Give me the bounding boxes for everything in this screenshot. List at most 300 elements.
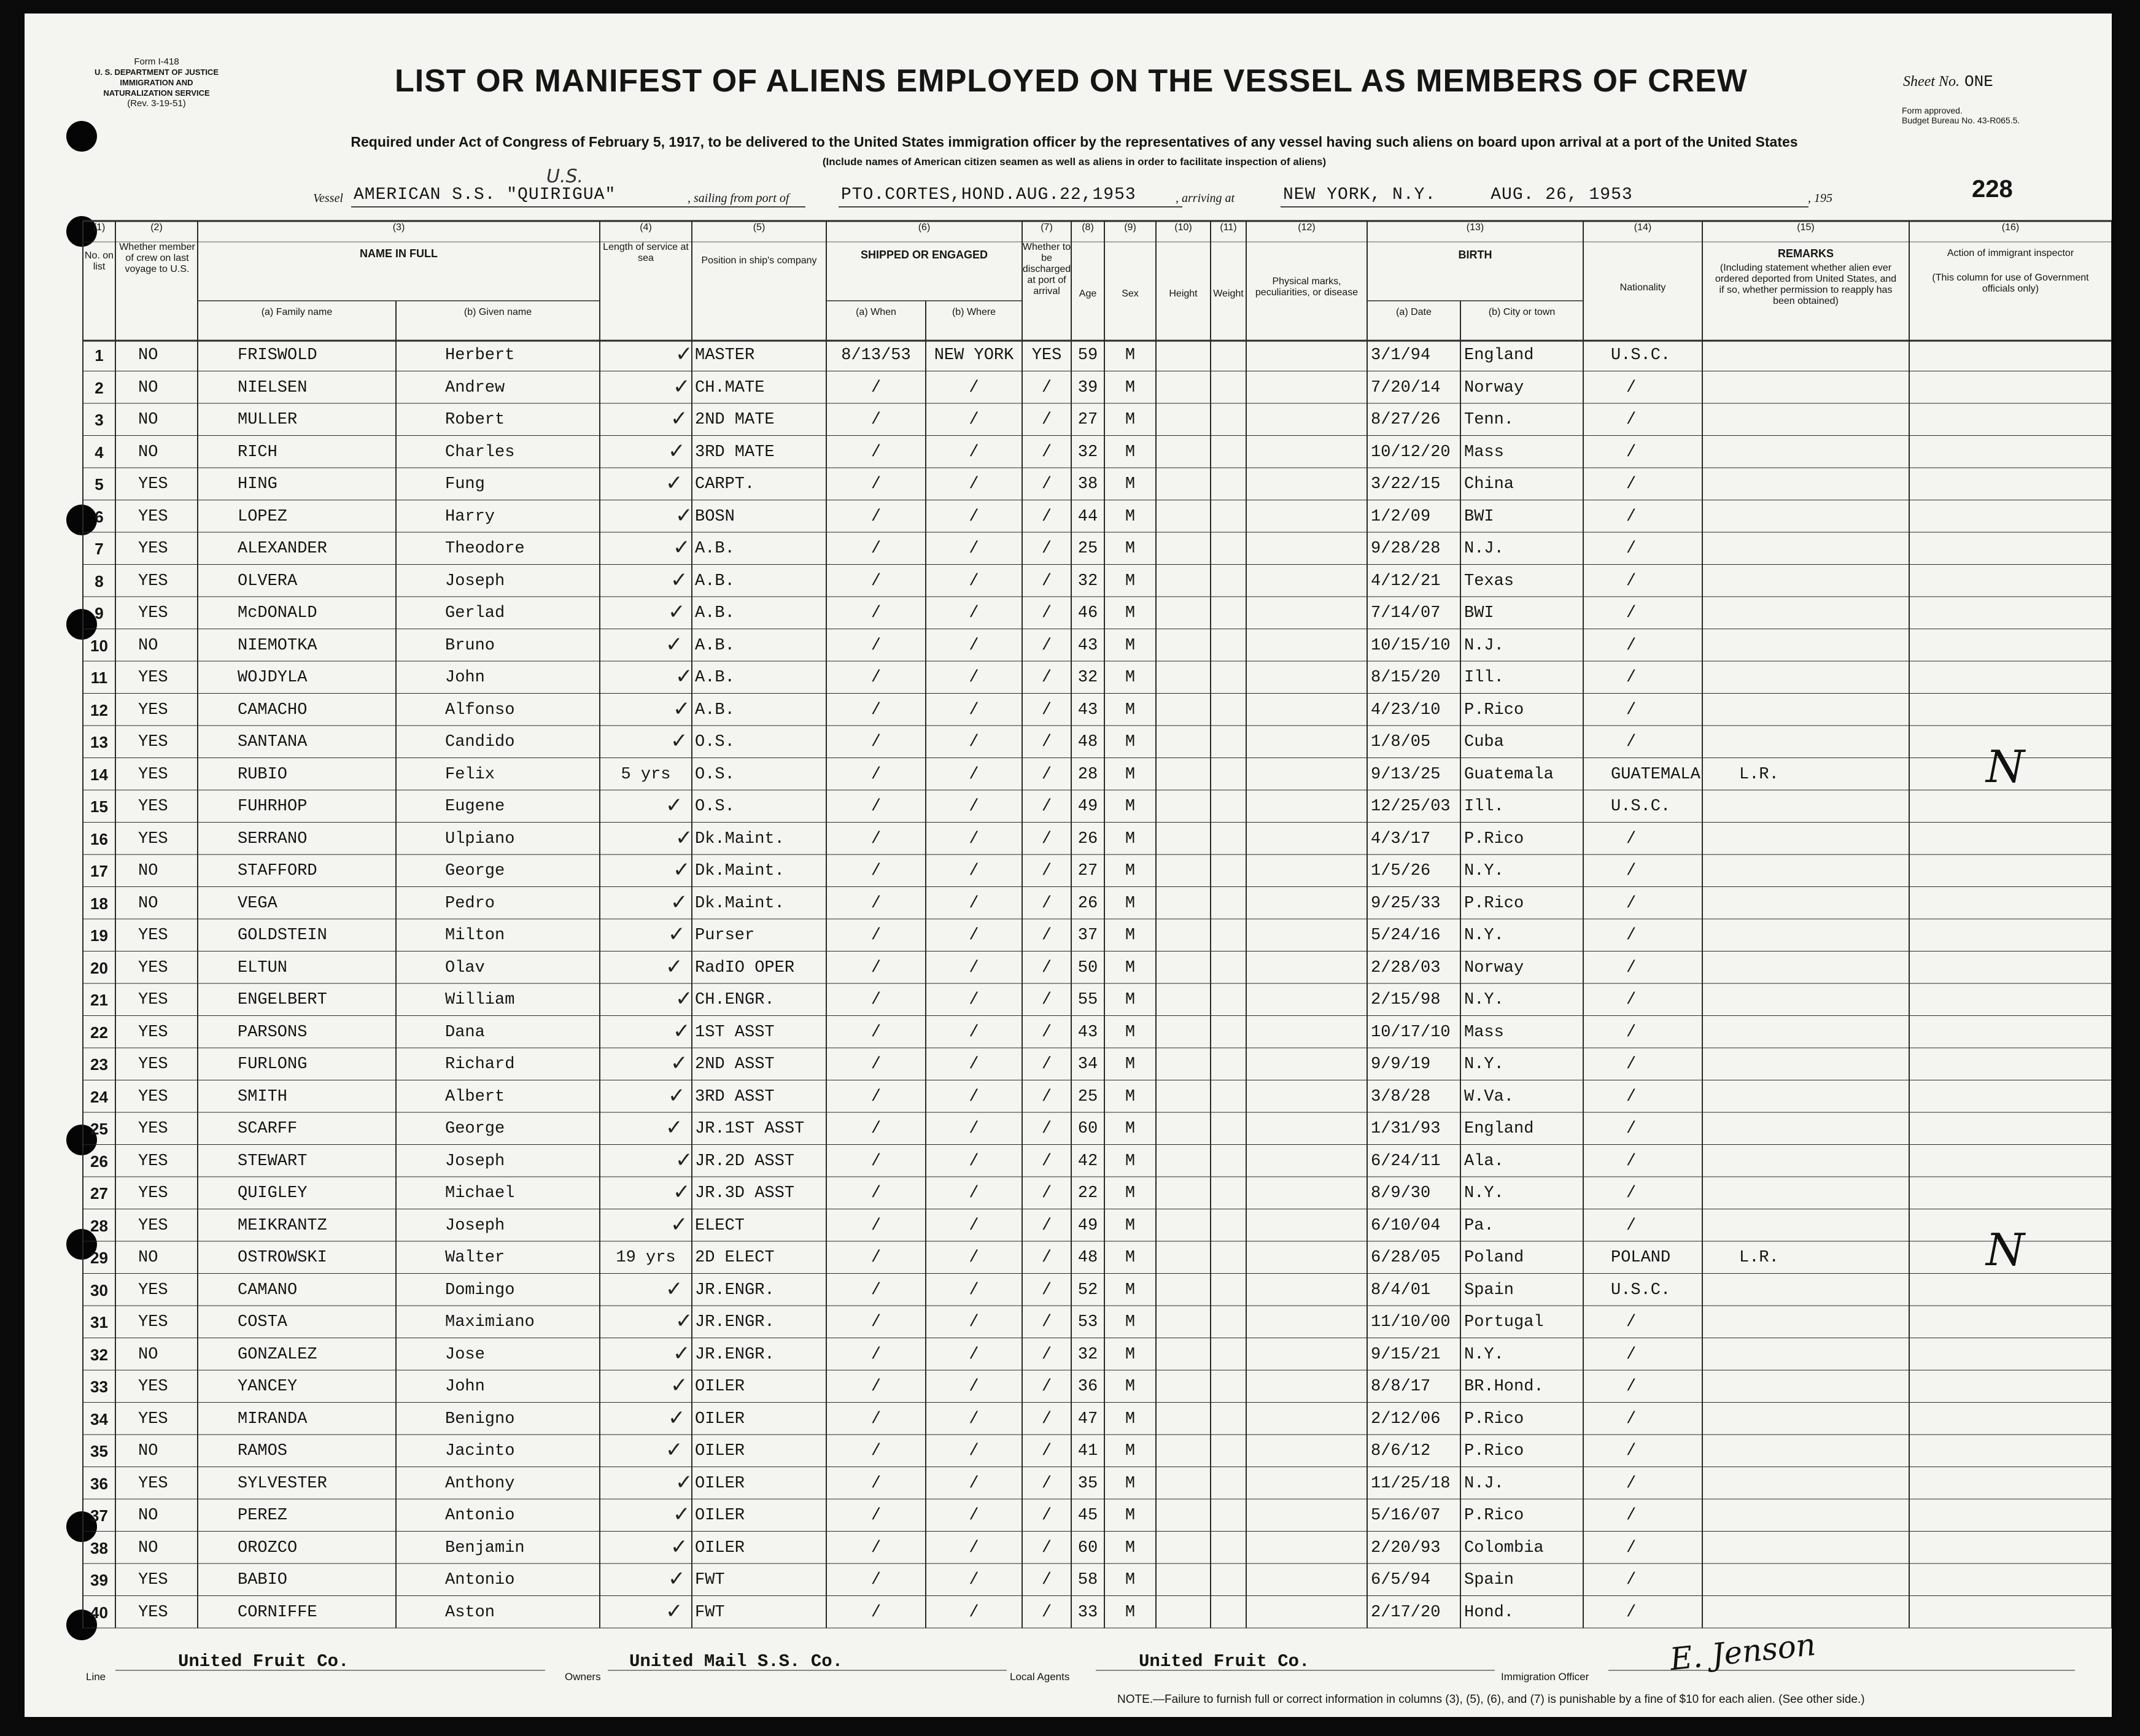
discharged-cell: / xyxy=(1041,475,1052,494)
column-number: (16) xyxy=(2001,222,2020,233)
family-name-cell: BABIO xyxy=(238,1571,288,1589)
shipped-where-cell: / xyxy=(969,378,979,397)
check-mark-icon: ✓ xyxy=(665,471,683,495)
sex-cell: M xyxy=(1125,1603,1136,1622)
given-name-cell: Joseph xyxy=(445,1152,505,1171)
position-cell: A.B. xyxy=(695,540,735,558)
age-cell: 32 xyxy=(1077,443,1098,462)
position-cell: JR.3D ASST xyxy=(695,1184,795,1203)
nationality-cell: / xyxy=(1626,604,1637,622)
family-name-cell: STEWART xyxy=(238,1152,308,1171)
given-name-cell: Olav xyxy=(445,958,485,977)
given-name-cell: Eugene xyxy=(445,797,505,816)
last-voyage-cell: YES xyxy=(138,604,168,622)
sex-cell: M xyxy=(1125,1345,1136,1364)
shipped-where-cell: NEW YORK xyxy=(934,346,1014,365)
nationality-cell: U.S.C. xyxy=(1611,797,1671,816)
birth-date-cell: 2/15/98 xyxy=(1371,991,1441,1009)
position-cell: A.B. xyxy=(695,604,735,622)
check-mark-icon: ✓ xyxy=(665,793,683,818)
nationality-cell: / xyxy=(1626,1378,1637,1396)
last-voyage-cell: YES xyxy=(138,572,168,591)
check-mark-icon: ✓ xyxy=(668,438,686,463)
shipped-when-cell: / xyxy=(870,1055,882,1074)
row-number: 15 xyxy=(90,797,108,816)
discharged-cell: / xyxy=(1041,572,1052,591)
sex-cell: M xyxy=(1125,1216,1136,1235)
check-mark-icon: ✓ xyxy=(673,696,691,721)
position-cell: CH.MATE xyxy=(695,378,765,397)
family-name-cell: FURLONG xyxy=(238,1055,308,1074)
given-name-cell: Joseph xyxy=(445,572,505,591)
discharged-cell: / xyxy=(1041,733,1052,751)
given-name-cell: Antonio xyxy=(445,1571,515,1589)
shipped-when-cell: / xyxy=(870,1409,882,1428)
shipped-where-cell: / xyxy=(969,1152,979,1171)
shipped-when-cell: / xyxy=(870,862,882,880)
given-name-cell: Felix xyxy=(445,765,495,784)
last-voyage-cell: NO xyxy=(138,346,158,365)
position-cell: O.S. xyxy=(695,765,735,784)
family-name-cell: QUIGLEY xyxy=(238,1184,308,1203)
row-number: 31 xyxy=(90,1313,108,1331)
birth-place-cell: P.Rico xyxy=(1464,1409,1524,1428)
last-voyage-cell: NO xyxy=(138,862,158,880)
age-cell: 55 xyxy=(1077,991,1098,1009)
birth-place-cell: Texas xyxy=(1464,572,1514,591)
last-voyage-cell: YES xyxy=(138,540,168,558)
line-value: United Fruit Co. xyxy=(178,1651,349,1672)
sex-cell: M xyxy=(1125,1281,1136,1300)
shipped-where-cell: / xyxy=(969,797,979,816)
row-number: 39 xyxy=(90,1571,108,1589)
sex-cell: M xyxy=(1125,1506,1136,1525)
discharged-cell: / xyxy=(1041,507,1052,526)
shipped-where-cell: / xyxy=(969,1055,979,1074)
sex-cell: M xyxy=(1125,1120,1136,1138)
position-cell: Dk.Maint. xyxy=(695,894,785,913)
birth-date-cell: 4/3/17 xyxy=(1371,829,1431,848)
column-number: (6) xyxy=(918,222,931,233)
family-name-cell: CAMANO xyxy=(238,1281,298,1300)
nationality-cell: / xyxy=(1626,475,1637,494)
family-name-cell: CORNIFFE xyxy=(238,1603,317,1622)
last-voyage-cell: YES xyxy=(138,1087,168,1106)
age-cell: 43 xyxy=(1077,700,1098,719)
nationality-cell: / xyxy=(1626,1087,1637,1106)
given-name-cell: Ulpiano xyxy=(445,829,515,848)
approval-line: Form approved. xyxy=(1902,106,1963,115)
family-name-cell: OSTROWSKI xyxy=(238,1249,327,1267)
birth-place-cell: Mass xyxy=(1464,443,1504,462)
birth-date-cell: 6/5/94 xyxy=(1371,1571,1431,1589)
discharged-cell: / xyxy=(1041,411,1052,429)
header-no-on-list: No. on list xyxy=(84,250,114,272)
page-number: 228 xyxy=(1972,176,2013,203)
nationality-cell: / xyxy=(1626,1184,1637,1203)
last-voyage-cell: YES xyxy=(138,700,168,719)
age-cell: 26 xyxy=(1077,829,1098,848)
birth-place-cell: BWI xyxy=(1464,507,1494,526)
discharged-cell: / xyxy=(1041,894,1052,913)
position-cell: Dk.Maint. xyxy=(695,862,785,880)
discharged-cell: / xyxy=(1041,1055,1052,1074)
shipped-when-cell: / xyxy=(870,894,882,913)
last-voyage-cell: YES xyxy=(138,1409,168,1428)
sailing-port: PTO.CORTES,HOND.AUG.22,1953 xyxy=(841,185,1136,204)
given-name-cell: Dana xyxy=(445,1023,485,1042)
birth-date-cell: 8/9/30 xyxy=(1371,1184,1431,1203)
header-shipped-engaged: SHIPPED OR ENGAGED xyxy=(860,249,988,261)
column-number: (7) xyxy=(1041,222,1053,233)
row-number: 40 xyxy=(90,1603,108,1622)
birth-date-cell: 9/9/19 xyxy=(1371,1055,1431,1074)
header-name-in-full: NAME IN FULL xyxy=(360,247,438,260)
birth-place-cell: BWI xyxy=(1464,604,1494,622)
shipped-when-cell: / xyxy=(870,958,882,977)
last-voyage-cell: NO xyxy=(138,1442,158,1460)
shipped-when-cell: / xyxy=(870,1538,882,1557)
given-name-cell: Michael xyxy=(445,1184,515,1203)
shipped-when-cell: / xyxy=(870,1474,882,1493)
row-number: 27 xyxy=(90,1184,108,1203)
discharged-cell: / xyxy=(1041,1313,1052,1331)
check-mark-icon: ✓ xyxy=(673,858,691,882)
column-number: (1) xyxy=(93,222,106,233)
check-mark-icon: ✓ xyxy=(673,1180,691,1204)
header-height: Height xyxy=(1169,289,1198,299)
header-remarks: REMARKS xyxy=(1777,247,1834,260)
nationality-cell: / xyxy=(1626,926,1637,945)
family-name-cell: MULLER xyxy=(238,411,298,429)
family-name-cell: MEIKRANTZ xyxy=(238,1216,327,1235)
birth-place-cell: Poland xyxy=(1464,1249,1524,1267)
check-mark-icon: ✓ xyxy=(670,406,688,431)
given-name-cell: George xyxy=(445,1120,505,1138)
given-name-cell: Milton xyxy=(445,926,505,945)
family-name-cell: GONZALEZ xyxy=(238,1345,317,1364)
position-cell: 1ST ASST xyxy=(695,1023,775,1042)
age-cell: 48 xyxy=(1077,1249,1098,1267)
last-voyage-cell: YES xyxy=(138,1378,168,1396)
given-name-cell: Maximiano xyxy=(445,1313,535,1331)
birth-place-cell: Norway xyxy=(1464,378,1524,397)
header-position: Position in ship's company xyxy=(701,255,817,266)
age-cell: 49 xyxy=(1077,1216,1098,1235)
row-number: 25 xyxy=(90,1120,108,1138)
check-mark-icon: ✓ xyxy=(675,503,693,528)
header-age: Age xyxy=(1079,289,1097,299)
header-birth-date: (a) Date xyxy=(1396,307,1432,317)
last-voyage-cell: YES xyxy=(138,991,168,1009)
sex-cell: M xyxy=(1125,346,1136,365)
header-weight: Weight xyxy=(1213,289,1244,299)
birth-date-cell: 1/31/93 xyxy=(1371,1120,1441,1138)
sex-cell: M xyxy=(1125,1474,1136,1493)
age-cell: 34 xyxy=(1077,1055,1098,1074)
birth-date-cell: 3/22/15 xyxy=(1371,475,1441,494)
nationality-cell: / xyxy=(1626,1538,1637,1557)
last-voyage-cell: NO xyxy=(138,378,158,397)
family-name-cell: PEREZ xyxy=(238,1506,288,1525)
sex-cell: M xyxy=(1125,1249,1136,1267)
sheet-number xyxy=(1903,72,1993,91)
age-cell: 53 xyxy=(1077,1313,1098,1331)
nationality-cell: GUATEMALA xyxy=(1611,765,1700,784)
nationality-cell: / xyxy=(1626,1442,1637,1460)
nationality-cell: / xyxy=(1626,572,1637,591)
agents-label: Local Agents xyxy=(1010,1671,1070,1683)
birth-place-cell: P.Rico xyxy=(1464,829,1524,848)
arriving-port: NEW YORK, N.Y. AUG. 26, 1953 xyxy=(1283,185,1633,204)
given-name-cell: Walter xyxy=(445,1249,505,1267)
include-statement: (Include names of American citizen seamen as well as aliens in order to facilitate inspection of aliens) xyxy=(822,156,1327,168)
birth-date-cell: 4/23/10 xyxy=(1371,700,1441,719)
family-name-cell: ENGELBERT xyxy=(238,991,327,1009)
birth-date-cell: 10/17/10 xyxy=(1371,1023,1451,1042)
discharged-cell: / xyxy=(1041,1538,1052,1557)
age-cell: 25 xyxy=(1077,540,1098,558)
owners-underline xyxy=(608,1670,1007,1671)
sex-cell: M xyxy=(1125,443,1136,462)
age-cell: 35 xyxy=(1077,1474,1098,1493)
shipped-when-cell: / xyxy=(870,765,882,784)
sex-cell: M xyxy=(1125,862,1136,880)
birth-place-cell: England xyxy=(1464,346,1534,365)
row-number: 10 xyxy=(90,636,108,655)
last-voyage-cell: NO xyxy=(138,894,158,913)
vessel-name: AMERICAN S.S. "QUIRIGUA" xyxy=(354,185,616,204)
row-number: 9 xyxy=(95,604,104,622)
age-cell: 44 xyxy=(1077,507,1098,526)
form-number: Form I-418 xyxy=(134,56,179,67)
discharged-cell: / xyxy=(1041,1378,1052,1396)
nationality-cell: POLAND xyxy=(1611,1249,1671,1267)
birth-date-cell: 2/28/03 xyxy=(1371,958,1441,977)
family-name-cell: LOPEZ xyxy=(238,507,288,526)
header-physical-marks: Physical marks, peculiarities, or disease xyxy=(1255,276,1359,298)
discharged-cell: / xyxy=(1041,1184,1052,1203)
shipped-where-cell: / xyxy=(969,733,979,751)
given-name-cell: Bruno xyxy=(445,636,495,655)
nationality-cell: / xyxy=(1626,1023,1637,1042)
discharged-cell: / xyxy=(1041,926,1052,945)
sex-cell: M xyxy=(1125,604,1136,622)
birth-place-cell: P.Rico xyxy=(1464,1442,1524,1460)
given-name-cell: Richard xyxy=(445,1055,515,1074)
last-voyage-cell: NO xyxy=(138,443,158,462)
shipped-where-cell: / xyxy=(969,507,979,526)
position-cell: JR.2D ASST xyxy=(695,1152,795,1171)
age-cell: 59 xyxy=(1077,346,1098,365)
last-voyage-cell: YES xyxy=(138,1281,168,1300)
shipped-where-cell: / xyxy=(969,1345,979,1364)
age-cell: 39 xyxy=(1077,378,1098,397)
given-name-cell: Antonio xyxy=(445,1506,515,1525)
sex-cell: M xyxy=(1125,991,1136,1009)
shipped-when-cell: / xyxy=(870,1120,882,1138)
shipped-when-cell: / xyxy=(870,1216,882,1235)
birth-date-cell: 8/8/17 xyxy=(1371,1378,1431,1396)
discharged-cell: / xyxy=(1041,1152,1052,1171)
discharged-cell: / xyxy=(1041,797,1052,816)
birth-date-cell: 5/24/16 xyxy=(1371,926,1441,945)
birth-date-cell: 8/6/12 xyxy=(1371,1442,1431,1460)
sex-cell: M xyxy=(1125,829,1136,848)
position-cell: OILER xyxy=(695,1474,745,1493)
shipped-where-cell: / xyxy=(969,668,979,687)
position-cell: A.B. xyxy=(695,700,735,719)
shipped-when-cell: / xyxy=(870,1603,882,1622)
family-name-cell: VEGA xyxy=(238,894,277,913)
discharged-cell: / xyxy=(1041,700,1052,719)
position-cell: OILER xyxy=(695,1442,745,1460)
shipped-where-cell: / xyxy=(969,1184,979,1203)
nationality-cell: / xyxy=(1626,1571,1637,1589)
last-voyage-cell: NO xyxy=(138,1249,158,1267)
row-number: 35 xyxy=(90,1442,108,1460)
birth-place-cell: Spain xyxy=(1464,1571,1514,1589)
discharged-cell: / xyxy=(1041,862,1052,880)
last-voyage-cell: YES xyxy=(138,475,168,494)
shipped-when-cell: / xyxy=(870,636,882,655)
check-mark-icon: ✓ xyxy=(670,1534,688,1559)
last-voyage-cell: YES xyxy=(138,507,168,526)
birth-place-cell: N.Y. xyxy=(1464,1184,1504,1203)
birth-place-cell: N.Y. xyxy=(1464,1345,1504,1364)
discharged-cell: / xyxy=(1041,1345,1052,1364)
position-cell: Dk.Maint. xyxy=(695,829,785,848)
given-name-cell: Andrew xyxy=(445,378,505,397)
family-name-cell: CAMACHO xyxy=(238,700,308,719)
birth-place-cell: P.Rico xyxy=(1464,700,1524,719)
row-number: 11 xyxy=(90,668,108,687)
shipped-where-cell: / xyxy=(969,443,979,462)
check-mark-icon: ✓ xyxy=(675,1309,693,1333)
column-number: (15) xyxy=(1797,222,1815,233)
position-cell: OILER xyxy=(695,1538,745,1557)
check-mark-icon: ✓ xyxy=(675,664,693,689)
form-number-block xyxy=(86,56,227,109)
birth-place-cell: W.Va. xyxy=(1464,1087,1514,1106)
shipped-where-cell: / xyxy=(969,540,979,558)
birth-date-cell: 3/1/94 xyxy=(1371,346,1431,365)
age-cell: 22 xyxy=(1077,1184,1098,1203)
given-name-cell: Anthony xyxy=(445,1474,515,1493)
age-cell: 36 xyxy=(1077,1378,1098,1396)
shipped-when-cell: 8/13/53 xyxy=(841,346,911,365)
sex-cell: M xyxy=(1125,733,1136,751)
age-cell: 52 xyxy=(1077,1281,1098,1300)
position-cell: CH.ENGR. xyxy=(695,991,775,1009)
discharged-cell: / xyxy=(1041,443,1052,462)
last-voyage-cell: YES xyxy=(138,668,168,687)
age-cell: 58 xyxy=(1077,1571,1098,1589)
shipped-where-cell: / xyxy=(969,1603,979,1622)
row-number: 21 xyxy=(90,991,108,1009)
family-name-cell: MIRANDA xyxy=(238,1409,308,1428)
given-name-cell: Jacinto xyxy=(445,1442,515,1460)
discharged-cell: / xyxy=(1041,1281,1052,1300)
position-cell: MASTER xyxy=(695,346,755,365)
owners-label: Owners xyxy=(565,1671,601,1683)
discharged-cell: / xyxy=(1041,991,1052,1009)
birth-date-cell: 3/8/28 xyxy=(1371,1087,1431,1106)
family-name-cell: GOLDSTEIN xyxy=(238,926,327,945)
birth-place-cell: N.J. xyxy=(1464,1474,1504,1493)
birth-date-cell: 8/4/01 xyxy=(1371,1281,1431,1300)
given-name-cell: Harry xyxy=(445,507,495,526)
shipped-where-cell: / xyxy=(969,1120,979,1138)
birth-place-cell: Ill. xyxy=(1464,668,1504,687)
family-name-cell: RAMOS xyxy=(238,1442,288,1460)
age-cell: 32 xyxy=(1077,668,1098,687)
sex-cell: M xyxy=(1125,572,1136,591)
birth-place-cell: Tenn. xyxy=(1464,411,1514,429)
vessel-underline xyxy=(351,206,805,207)
last-voyage-cell: NO xyxy=(138,411,158,429)
header-member-last-voyage: Whether member of crew on last voyage to U.S. xyxy=(119,242,195,274)
owners-value: United Mail S.S. Co. xyxy=(629,1651,843,1672)
age-cell: 37 xyxy=(1077,926,1098,945)
family-name-cell: ELTUN xyxy=(238,958,288,977)
check-mark-icon: ✓ xyxy=(675,825,693,850)
family-name-cell: OROZCO xyxy=(238,1538,298,1557)
nationality-cell: / xyxy=(1626,894,1637,913)
sex-cell: M xyxy=(1125,668,1136,687)
check-mark-icon: ✓ xyxy=(665,632,683,657)
position-cell: ELECT xyxy=(695,1216,745,1235)
nationality-cell: / xyxy=(1626,958,1637,977)
shipped-when-cell: / xyxy=(870,1184,882,1203)
age-cell: 25 xyxy=(1077,1087,1098,1106)
header-action-sub: (This column for use of Government officials only) xyxy=(1932,273,2089,294)
sex-cell: M xyxy=(1125,1055,1136,1074)
last-voyage-cell: YES xyxy=(138,926,168,945)
shipped-when-cell: / xyxy=(870,1087,882,1106)
row-number: 33 xyxy=(90,1378,108,1396)
nationality-cell: / xyxy=(1626,1474,1637,1493)
shipped-when-cell: / xyxy=(870,668,882,687)
column-number: (5) xyxy=(753,222,766,233)
check-mark-icon: ✓ xyxy=(670,1373,688,1398)
nationality-cell: / xyxy=(1626,636,1637,655)
check-mark-icon: ✓ xyxy=(673,1502,691,1527)
column-number: (8) xyxy=(1082,222,1094,233)
birth-place-cell: England xyxy=(1464,1120,1534,1138)
birth-date-cell: 5/16/07 xyxy=(1371,1506,1441,1525)
position-cell: A.B. xyxy=(695,668,735,687)
nationality-cell: U.S.C. xyxy=(1611,346,1671,365)
nationality-cell: / xyxy=(1626,700,1637,719)
shipped-where-cell: / xyxy=(969,1506,979,1525)
given-name-cell: Aston xyxy=(445,1603,495,1622)
shipped-where-cell: / xyxy=(969,1474,979,1493)
given-name-cell: Joseph xyxy=(445,1216,505,1235)
row-number: 6 xyxy=(95,507,104,526)
family-name-cell: NIEMOTKA xyxy=(238,636,317,655)
shipped-when-cell: / xyxy=(870,572,882,591)
position-cell: 3RD ASST xyxy=(695,1087,775,1106)
shipped-when-cell: / xyxy=(870,926,882,945)
revision: (Rev. 3-19-51) xyxy=(127,98,186,109)
shipped-where-cell: / xyxy=(969,926,979,945)
shipped-when-cell: / xyxy=(870,1571,882,1589)
column-number: (12) xyxy=(1298,222,1316,233)
position-cell: Purser xyxy=(695,926,755,945)
last-voyage-cell: YES xyxy=(138,1216,168,1235)
vessel-label: Vessel xyxy=(313,192,343,205)
